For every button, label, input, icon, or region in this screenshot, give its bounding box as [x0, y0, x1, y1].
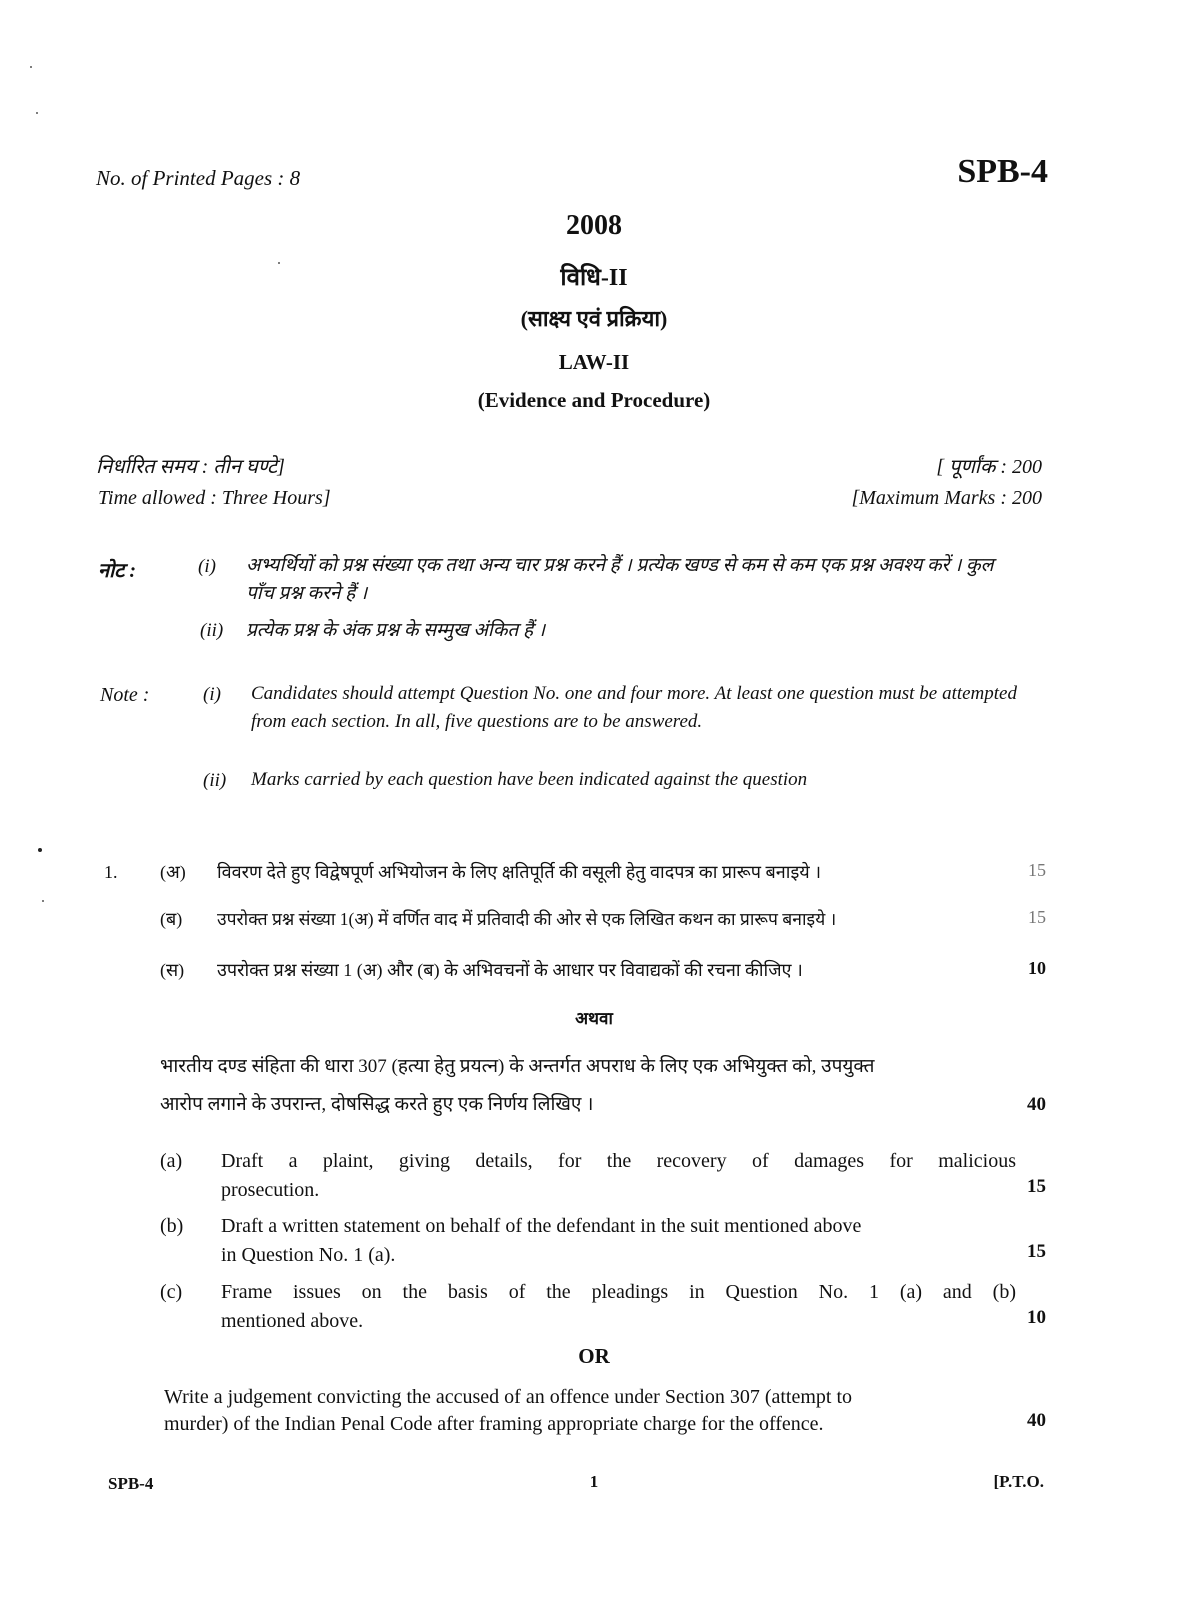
alternative-question-hindi-marks: 40 — [1027, 1094, 1046, 1115]
note-hindi-item-num: (i) — [198, 556, 216, 577]
note-hindi-item-text: प्रत्येक प्रश्न के अंक प्रश्न के सम्मुख अंकित हैं । — [246, 620, 546, 641]
time-allowed-english: Time allowed : Three Hours] — [98, 487, 331, 509]
subquestion-text-line1: Draft a plaint, giving details, for the recovery of damages for malicious — [221, 1150, 1016, 1172]
subquestion-label: (अ) — [160, 862, 186, 882]
max-marks-hindi: [ पूर्णांक : 200 — [936, 456, 1042, 478]
subquestion-text: उपरोक्त प्रश्न संख्या 1 (अ) और (ब) के अभिवचनों के आधार पर विवाद्यकों की रचना कीजिए । — [217, 960, 803, 980]
exam-year: 2008 — [566, 210, 622, 241]
printed-pages-count: No. of Printed Pages : 8 — [96, 166, 301, 190]
subquestion-text-line2: in Question No. 1 (a). — [221, 1244, 396, 1266]
note-english-label: Note : — [100, 684, 150, 706]
or-divider-english: OR — [578, 1344, 610, 1368]
subquestion-label: (ब) — [160, 909, 183, 929]
subquestion-label: (c) — [160, 1281, 183, 1303]
scan-speck — [30, 66, 32, 68]
subquestion-label: (स) — [160, 960, 185, 980]
note-english-item-text: Candidates should attempt Question No. one and four more. At least one question must be attempted from each section. In all, five questions are to be answered. — [251, 683, 1017, 732]
question-number: 1. — [104, 862, 118, 882]
alternative-question-english-line2: murder) of the Indian Penal Code after framing appropriate charge for the offence. — [164, 1413, 824, 1435]
subquestion-text: विवरण देते हुए विद्वेषपूर्ण अभियोजन के लिए क्षतिपूर्ति की वसूली हेतु वादपत्र का प्रारूप बनाइये । — [217, 862, 822, 882]
subquestion-marks: 15 — [1028, 907, 1046, 927]
subject-hindi: विधि-II — [560, 265, 628, 291]
subquestion-marks: 10 — [1028, 958, 1046, 978]
time-allowed-hindi: निर्धारित समय : तीन घण्टे] — [96, 456, 285, 478]
max-marks-english: [Maximum Marks : 200 — [851, 487, 1042, 509]
or-divider-hindi: अथवा — [575, 1009, 613, 1028]
alternative-question-hindi-line2: आरोप लगाने के उपरान्त, दोषसिद्ध करते हुए एक निर्णय लिखिए । — [160, 1094, 594, 1115]
subquestion-label: (a) — [160, 1150, 183, 1172]
paper-code: SPB-4 — [957, 153, 1048, 190]
alternative-question-english-line1: Write a judgement convicting the accused of an offence under Section 307 (attempt to — [164, 1386, 853, 1408]
note-english-item-num: (i) — [203, 684, 221, 705]
scan-speck — [42, 900, 44, 902]
subquestion-marks: 15 — [1027, 1241, 1046, 1262]
page-number: 1 — [589, 1472, 599, 1491]
footer-paper-code: SPB-4 — [108, 1474, 154, 1493]
subquestion-text-line2: mentioned above. — [221, 1310, 364, 1332]
alternative-question-hindi-line1: भारतीय दण्ड संहिता की धारा 307 (हत्या हेतु प्रयत्न) के अन्तर्गत अपराध के लिए एक अभियुक्त को, उपयुक्त — [160, 1056, 875, 1077]
subquestion-label: (b) — [160, 1215, 184, 1237]
subtitle-english: (Evidence and Procedure) — [477, 388, 711, 412]
note-hindi-item-text: अभ्यर्थियों को प्रश्न संख्या एक तथा अन्य चार प्रश्न करने हैं । प्रत्येक खण्ड से कम से कम एक प्रश्न अवश्य करें । कुल पाँच प्रश्न करने हैं । — [246, 555, 994, 604]
subquestion-text-line1: Draft a written statement on behalf of the defendant in the suit mentioned above — [221, 1215, 862, 1237]
subquestion-text-line1: Frame issues on the basis of the pleadings in Question No. 1 (a) and (b) — [221, 1281, 1016, 1303]
note-hindi-item-num: (ii) — [200, 620, 224, 641]
subject-english: LAW-II — [558, 350, 630, 374]
subquestion-marks: 10 — [1027, 1307, 1046, 1328]
please-turn-over: [P.T.O. — [993, 1472, 1044, 1491]
note-english-item-num: (ii) — [203, 770, 227, 791]
subquestion-marks: 15 — [1028, 860, 1046, 880]
subquestion-text: उपरोक्त प्रश्न संख्या 1(अ) में वर्णित वाद में प्रतिवादी की ओर से एक लिखित कथन का प्रारूप बनाइये । — [217, 909, 837, 929]
subquestion-marks: 15 — [1027, 1176, 1046, 1197]
note-english-item-text: Marks carried by each question have been indicated against the question — [251, 769, 808, 790]
subquestion-text-line2: prosecution. — [221, 1179, 320, 1201]
alternative-question-english-marks: 40 — [1027, 1410, 1046, 1431]
subtitle-hindi: (साक्ष्य एवं प्रक्रिया) — [520, 306, 668, 331]
scan-speck — [38, 848, 42, 852]
note-hindi-label: नोट : — [98, 560, 137, 582]
scan-speck — [36, 112, 38, 114]
